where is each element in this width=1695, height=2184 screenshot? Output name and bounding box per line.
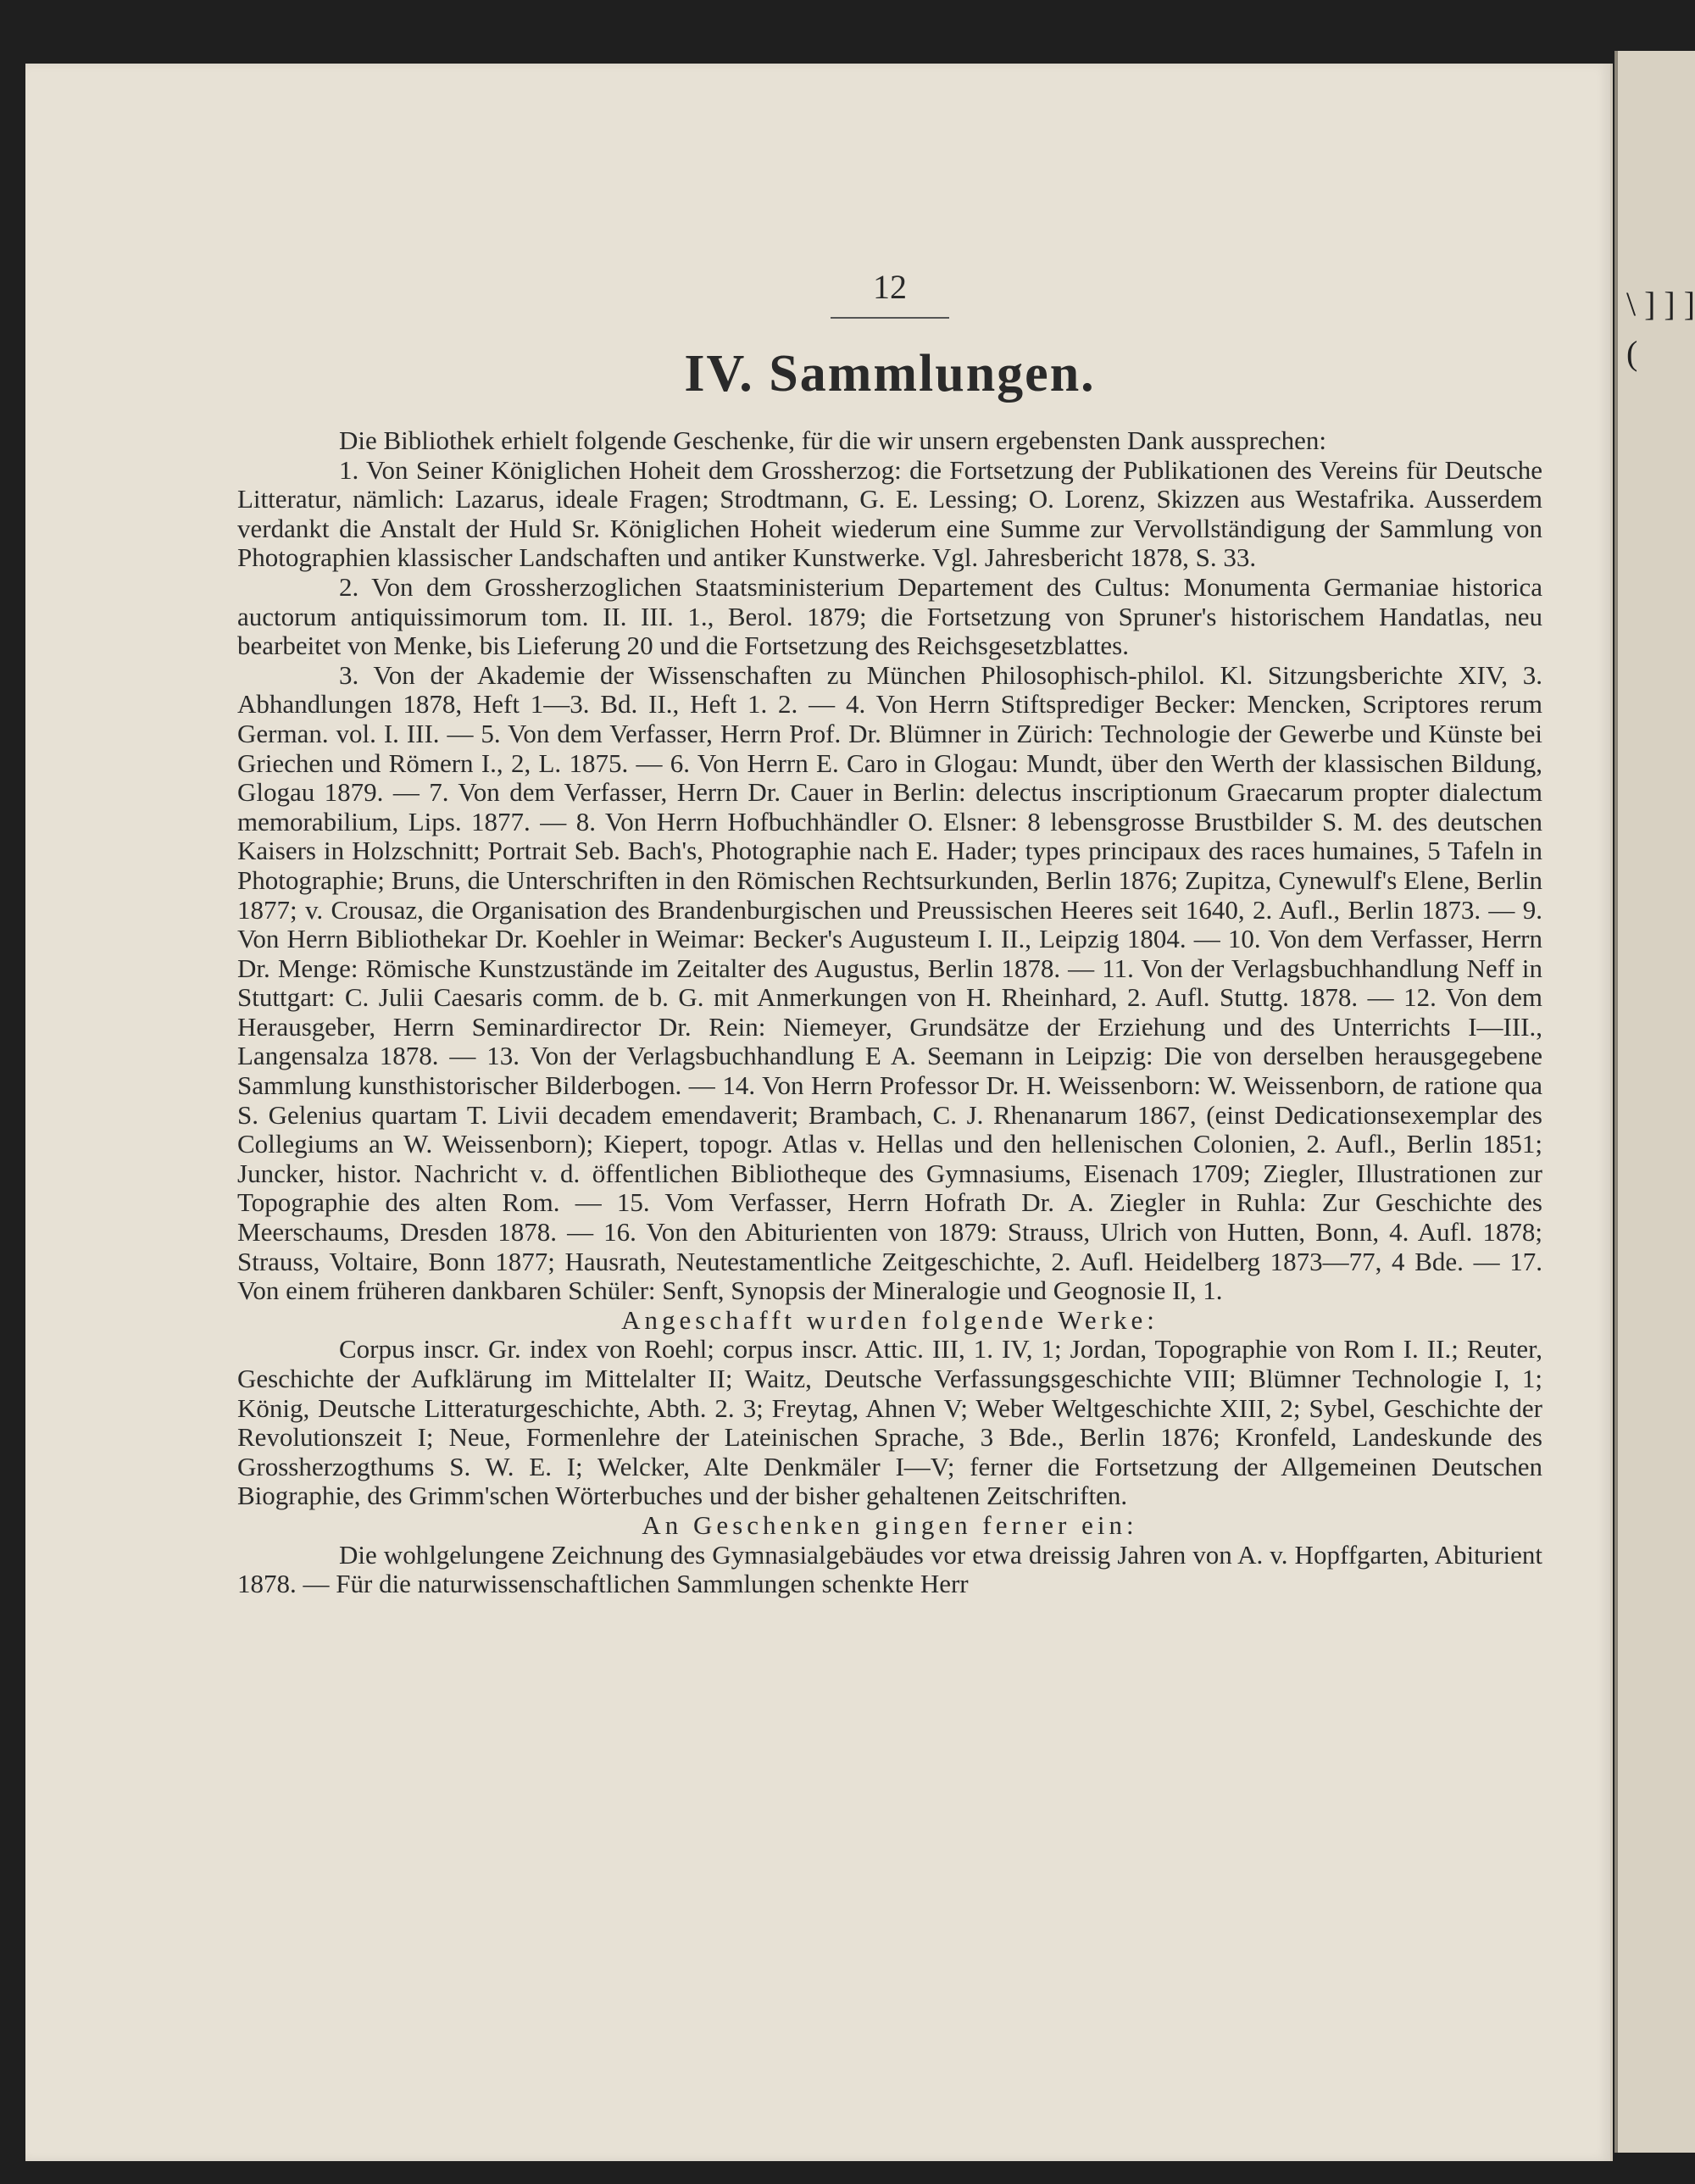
section-title: IV. Sammlungen. [684, 345, 1096, 403]
gift-paragraph-1: 1. Von Seiner Königlichen Hoheit dem Grossherzog: die Fortsetzung der Publikationen des Vereins für Deutsche Litteratur, nämlich: Lazarus, ideale Fragen; Strodtmann, G. E. Lessing; O. Lorenz, Skizzen aus Westafrika. Ausserdem verdankt die Anstalt der Huld Sr. Königlichen Hoheit wiederum eine Summe zur Vervollständigung der Sammlung von Photographien klassischer Landschaften und antiker Kunstwerke. Vgl. Jahresbericht 1878, S. 33. [237, 454, 1542, 573]
purchased-paragraph: Corpus inscr. Gr. index von Roehl; corpus inscr. Attic. III, 1. IV, 1; Jordan, Topographie von Rom I. II.; Reuter, Geschichte der Aufklärung im Mittelalter II; Waitz, Deutsche Verfassungsgeschichte VIII; Blümner Technologie I, 1; König, Deutsche Litteraturgeschichte, Abth. 2. 3; Freytag, Ahnen V; Weber Weltgeschichte XIII, 2; Sybel, Geschichte der Revolutionszeit I; Neue, Formenlehre der Lateinischen Sprache, 3 Bde., Berlin 1876; Kronfeld, Landeskunde des Grossherzogthums S. W. E. I; Welcker, Alte Denkmäler I—V; ferner die Fortsetzung der Allgemeinen Deutschen Biographie, des Grimm'schen Wörterbuches und der bisher gehaltenen Zeitschriften. [237, 1334, 1542, 1511]
header-rule [831, 317, 949, 319]
gift-paragraph-3: 3. Von der Akademie der Wissenschaften zu München Philosophisch-philol. Kl. Sitzungsberichte XIV, 3. Abhandlungen 1878, Heft 1—3. Bd. II., Heft 1. 2. — 4. Von Herrn Stiftsprediger Becker: Mencken, Scriptores rerum German. vol. I. III. — 5. Von dem Verfasser, Herrn Prof. Dr. Blümner in Zürich: Technologie der Gewerbe und Künste bei Griechen und Römern I., 2, L. 1875. — 6. Von Herrn E. Caro in Glogau: Mundt, über den Werth der klassischen Bildung, Glogau 1879. — 7. Von dem Verfasser, Herrn Dr. Cauer in Berlin: delectus inscriptionum Graecarum propter dialectum memorabilium, Lips. 1877. — 8. Von Herrn Hofbuchhändler O. Elsner: 8 lebensgrosse Brustbilder S. M. des deutschen Kaisers in Holzschnitt; Portrait Seb. Bach's, Photographie nach E. Hader; types principaux des races humaines, 5 Tafeln in Photographie; Bruns, die Unterschriften in den Römischen Rechtsurkunden, Berlin 1876; Zupitza, Cynewulf's Elene, Berlin 1877; v. Crousaz, die Organisation des Brandenburgischen und Preussischen Heeres seit 1640, 2. Aufl., Berlin 1873. — 9. Von Herrn Bibliothekar Dr. Koehler in Weimar: Becker's Augusteum I. II., Leipzig 1804. — 10. Von dem Verfasser, Herrn Dr. Menge: Römische Kunstzustände im Zeitalter des Augustus, Berlin 1878. — 11. Von der Verlagsbuchhandlung Neff in Stuttgart: C. Julii Caesaris comm. de b. G. mit Anmerkungen von H. Rheinhard, 2. Aufl. Stuttg. 1878. — 12. Von dem Herausgeber, Herrn Seminardirector Dr. Rein: Niemeyer, Grundsätze der Erziehung und des Unterrichts I—III., Langensalza 1878. — 13. Von der Verlagsbuchhandlung E A. Seemann in Leipzig: Die von derselben herausgegebene Sammlung kunsthistorischer Bilderbogen. — 14. Von Herrn Professor Dr. H. Weissenborn: W. Weissenborn, de ratione qua S. Gelenius quartam T. Livii decadem emendaverit; Brambach, C. J. Rhenanarum 1867, (einst Dedicationsexemplar des Collegiums an W. Weissenborn); Kiepert, topogr. Atlas v. Hellas und den hellenischen Colonien, 2. Aufl., Berlin 1851; Juncker, histor. Nachricht v. d. öffentlichen Bibliotheque des Gymnasiums, Eisenach 1709; Ziegler, Illustrationen zur Topographie des alten Rom. — 15. Vom Verfasser, Herrn Hofrath Dr. A. Ziegler in Ruhla: Zur Geschichte des Meerschaums, Dresden 1878. — 16. Von den Abiturienten von 1879: Strauss, Ulrich von Hutten, Bonn, 4. Aufl. 1878; Strauss, Voltaire, Bonn 1877; Hausrath, Neutestamentliche Zeitgeschichte, 2. Aufl. Heidelberg 1873—77, 4 Bde. — 17. Von einem früheren dankbaren Schüler: Senft, Synopsis der Mineralogie und Geognosie II, 1. [237, 659, 1542, 1306]
intro-paragraph: Die Bibliothek erhielt folgende Geschenke, für die wir unsern ergebensten Dank aussprechen: [339, 425, 1326, 455]
page-content [237, 267, 1542, 1599]
page-number: 12 [873, 268, 907, 306]
book-page [25, 64, 1613, 2161]
purchased-heading: Angeschafft wurden folgende Werke: [621, 1304, 1159, 1335]
next-page-edge [1614, 51, 1695, 2153]
gifts-heading: An Geschenken gingen ferner ein: [642, 1509, 1138, 1540]
gift-paragraph-2: 2. Von dem Grossherzoglichen Staatsministerium Departement des Cultus: Monumenta Germaniae historica auctorum antiquissimorum tom. II. III. 1., Berol. 1879; die Fortsetzung von Spruner's historischem Handatlas, neu bearbeitet von Menke, bis Lieferung 20 und die Fortsetzung des Reichsgesetzblattes. [237, 571, 1542, 661]
gifts-paragraph: Die wohlgelungene Zeichnung des Gymnasialgebäudes vor etwa dreissig Jahren von A. v. Hopffgarten, Abiturient 1878. — Für die naturwissenschaftlichen Sammlungen schenkte Herr [237, 1539, 1542, 1599]
edge-marks: \ ] ] ] ( [1626, 285, 1695, 372]
